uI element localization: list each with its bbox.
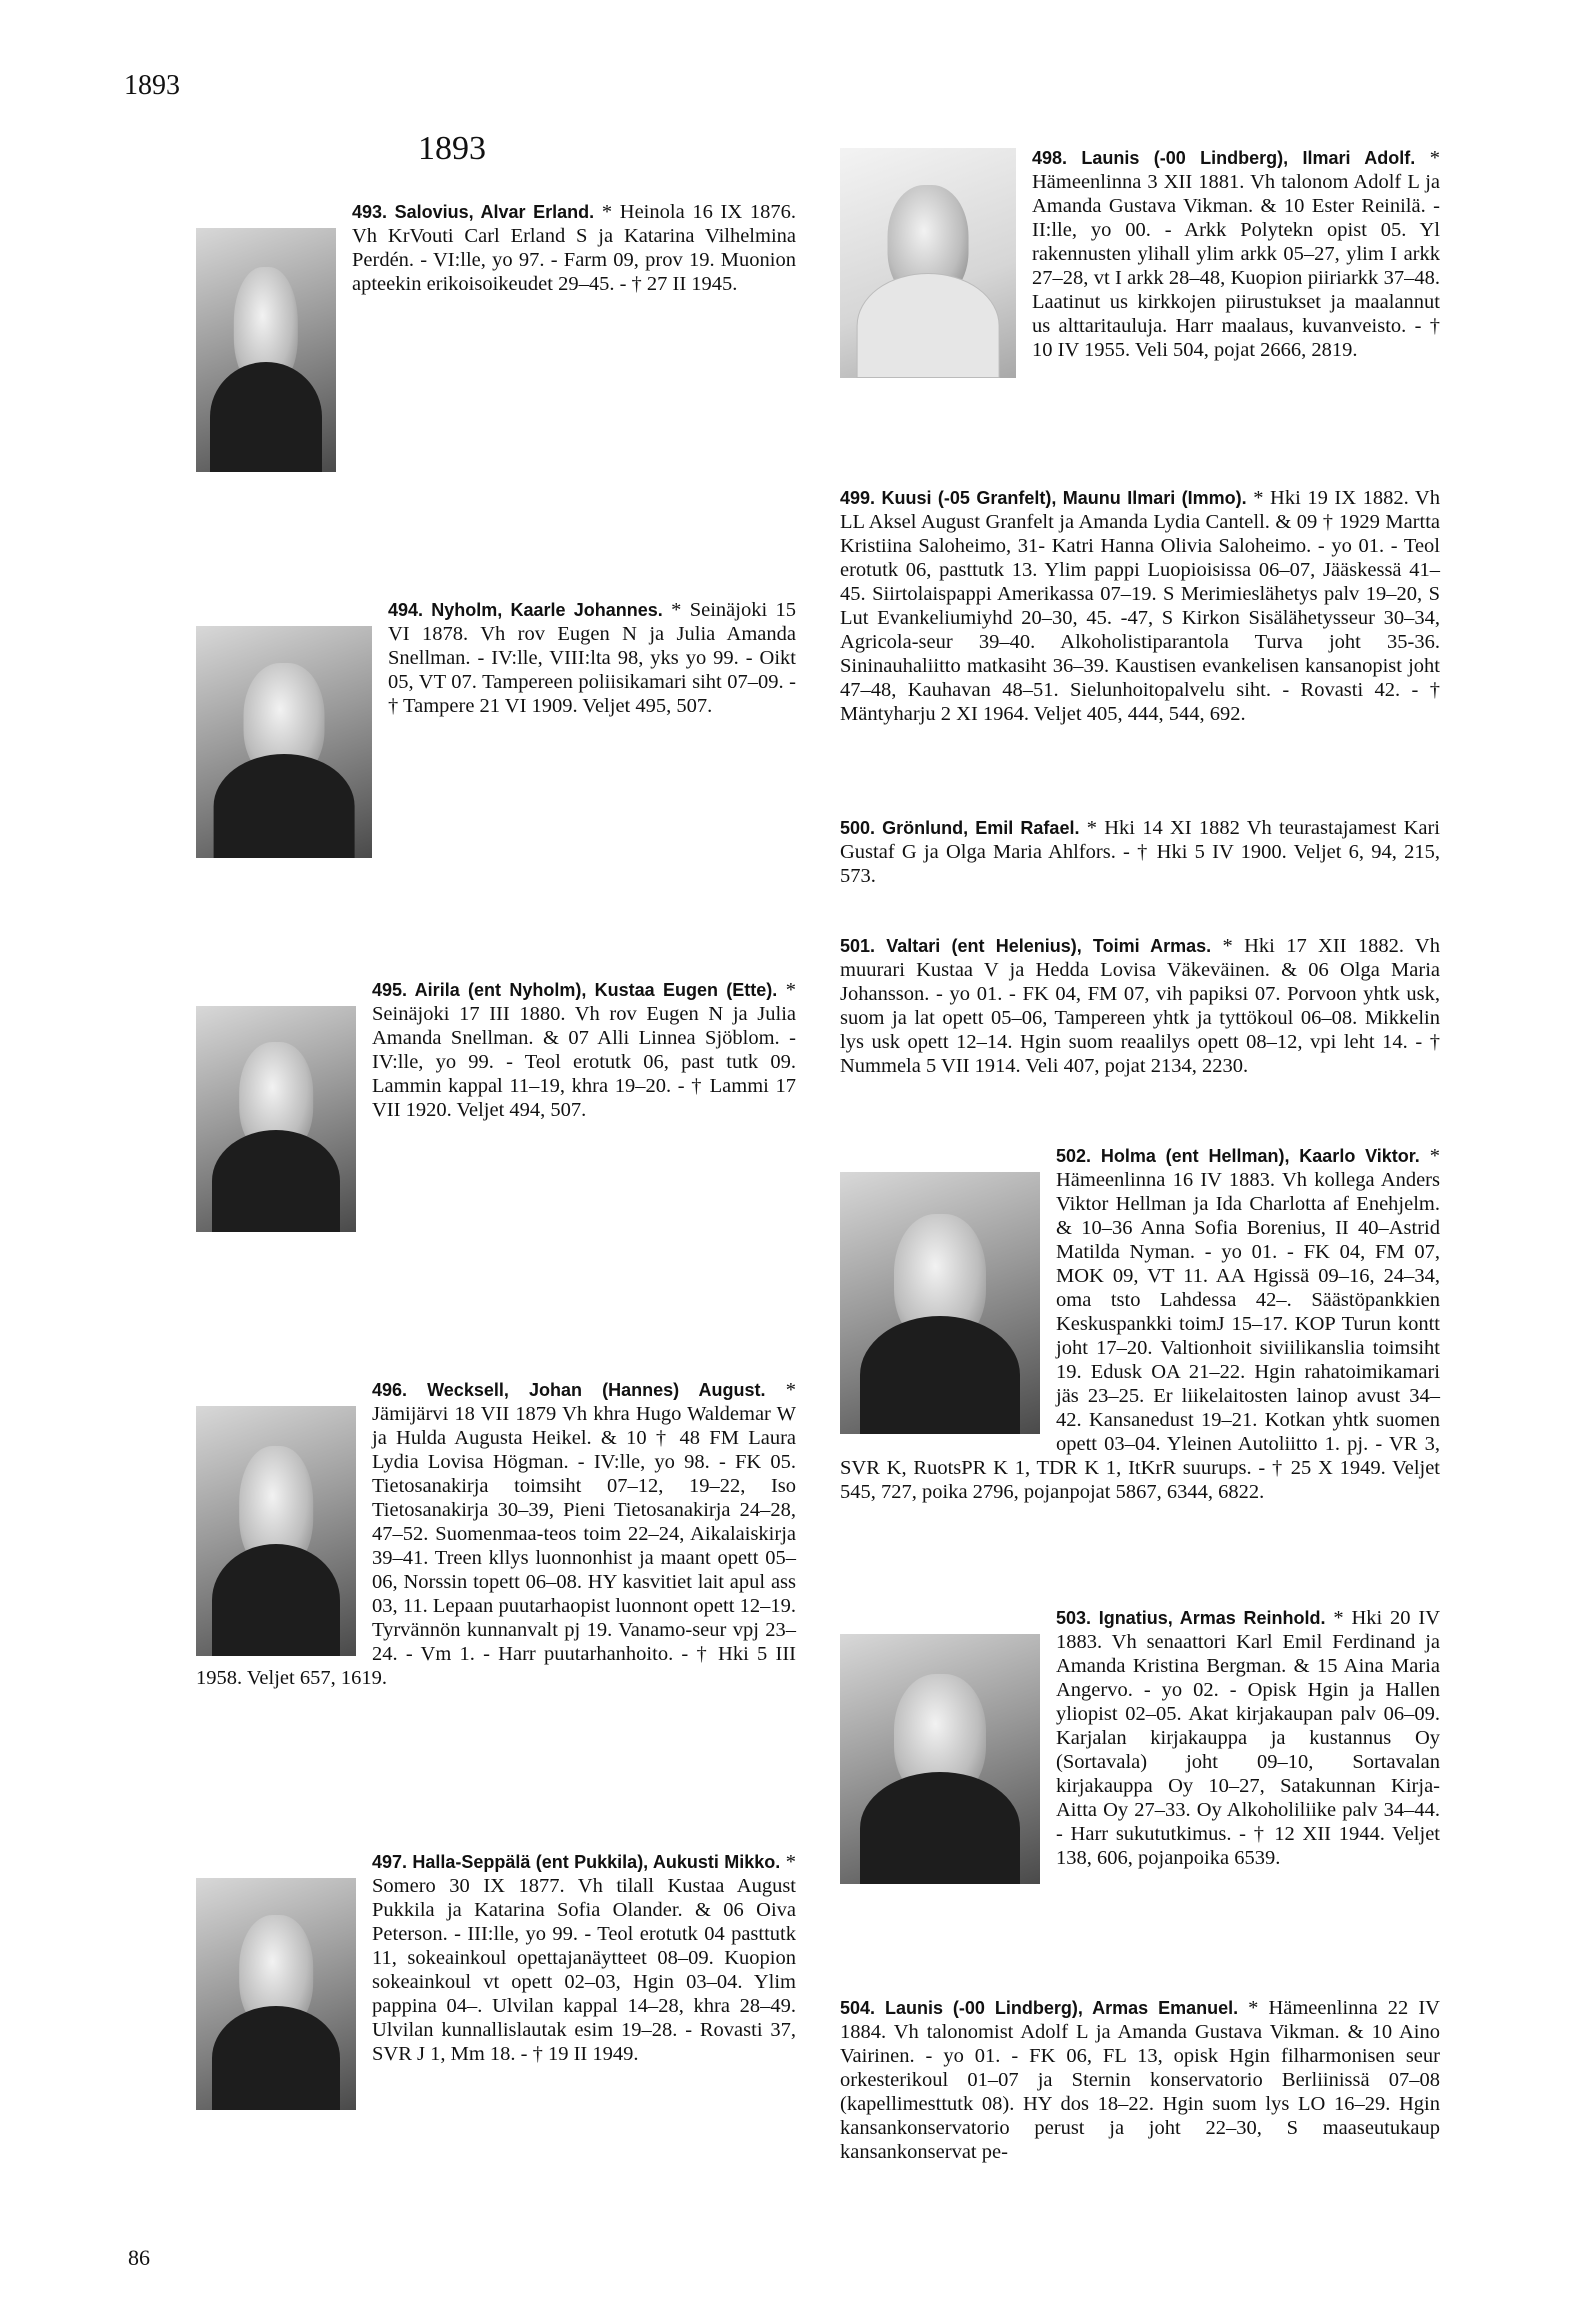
entry-text: * Hämeenlinna 16 IV 1883. Vh kollega Anders Viktor Hellman ja Ida Charlotta af Enehjelm. & 10–36 Anna Sofia Borenius, II 40–Astrid Matilda Nyman. - yo 01. - FK 04, FM 07, MOK 09, VT 11. AA Hgissä 09–16, 24–34, oma tsto Lahdessa 42–. Säästöpankkien Keskuspankki toimJ 15–17. KOP Turun kontt joht 17–20. Valtionhoit siviilikanslia toimsiht 19. Edusk OA 21–22. Hgin rahatoimikamari jäs 23–25. Er liikelaitosten lainop avust 34–42. Kansanedust 19–21. Kotkan yhtk suomen opett 03–04. Yleinen Autoliitto 1. pj. - VR 3, SVR K, RuotsPR K 1, TDR K 1, ItKrR suurups. - † 25 X 1949. Veljet 545, 727, poika 2796, pojanpojat 5867, 6344, 6822. [840,1145,1441,1503]
entry-text: * Hki 14 XI 1882 Vh teurastajamest Kari Gustaf G ja Olga Maria Ahlfors. - † Hki 5 IV 1900. Veljet 6, 94, 215, 573. [840,817,1440,887]
entry-text: * Hki 20 IV 1883. Vh senaattori Karl Emil Ferdinand ja Amanda Kristina Bergman. & 15 Aina Maria Angervo. - yo 02. - Opisk Hgin ja Hallen yliopist 02–05. Akat kirjakaupan palv 06–09. Karjalan kirjakauppa ja kustannus Oy (Sortavala) joht 09–10, Sortavalan kirjakauppa Oy 10–27, Satakunnan Kirja-Aitta Oy 27–33. Oy Alkoholiliike palv 34–44. - Harr sukututkimus. - † 12 XII 1944. Veljet 138, 606, pojanpoika 6539. [1056,1607,1440,1869]
entry-501 [840,934,1440,1078]
entry-heading: 500. Grönlund, Emil Rafael. [840,818,1080,838]
portrait-photo [196,228,336,472]
entry-495 [196,978,796,1238]
entry-497 [196,1850,796,2116]
portrait-photo [196,626,372,858]
portrait-photo [196,1006,356,1232]
entry-text: * Jämijärvi 18 VII 1879 Vh khra Hugo Waldemar W ja Hulda Augusta Heikel. & 10 † 48 FM Laura Lydia Lovisa Högman. - IV:lle, yo 98. - FK 05. Tietosanakirja toimsiht 07–12, 19–22, Iso Tietosanakirja 30–39, Pieni Tietosanakirja 24–28, 47–52. Suomenmaa-teos toim 22–24, Aikalaiskirja 39–41. Treen kllys luonnonhist ja maant opett 05–06, Norssin topett 06–08. HY kasvitiet lait apul ass 03, 11. Lepaan puutarhaopist luonnont opett 12–19. Tyrvännön kunnanvalt pj 19. Vanamo-seur vpj 23–24. - Vm 1. - Harr puutarhanhoito. - † Hki 5 III 1958. Veljet 657, 1619. [196,1379,796,1689]
entry-496 [196,1378,796,1690]
entry-text: * Somero 30 IX 1877. Vh tilall Kustaa August Pukkila ja Katarina Sofia Olander. & 06 Oiva Peterson. - III:lle, yo 99. - Teol erotutk 04 pasttutk 11, sokeainkoul opettajanäytteet 08–09. Kuopion sokeainkoul vt opett 02–03, Hgin 03–04. Ylim pappina 04–. Ulvilan kappal 14–28, khra 28–49. Ulvilan kunnallislautak esim 19–28. - Rovasti 37, SVR J 1, Mm 18. - † 19 II 1949. [372,1851,796,2065]
portrait-photo [840,148,1016,378]
page-number: 86 [128,2245,150,2270]
portrait-photo [196,1878,356,2110]
portrait-photo [196,1406,356,1656]
portrait-photo [840,1172,1040,1434]
entry-text: * Hämeenlinna 3 XII 1881. Vh talonom Adolf L ja Amanda Gustava Vikman. & 10 Ester Reinilä. - II:lle, yo 00. - Arkk Polytekn opist 05. Yl rakennusten ylihall ylim arkk 05–27, ylim I arkk 27–28, vt I arkk 28–48, Kuopion piiriarkk 37–48. Laatinut us kirkkojen piirustukset ja maalannut us alttaritauluja. Harr maalaus, kuvanveisto. - † 10 IV 1955. Veli 504, pojat 2666, 2819. [1032,147,1440,361]
entry-heading: 497. Halla-Seppälä (ent Pukkila), Aukusti Mikko. [372,1852,781,1872]
entry-text: * Heinola 16 IX 1876. Vh KrVouti Carl Erland S ja Katarina Vilhelmina Perdén. - VI:lle, yo 97. - Farm 09, prov 19. Muonion apteekin erikoisoikeudet 29–45. - † 27 II 1945. [352,201,796,295]
entry-504 [840,1996,1440,2164]
entry-heading: 502. Holma (ent Hellman), Kaarlo Viktor. [1056,1146,1420,1166]
entry-493 [196,200,796,478]
entry-text: * Seinäjoki 15 VI 1878. Vh rov Eugen N ja Julia Amanda Snellman. - IV:lle, VIII:lta 98, yks yo 99. - Oikt 05, VT 07. Tampereen poliisikamari siht 07–09. - † Tampere 21 VI 1909. Veljet 495, 507. [388,599,797,717]
entry-503 [840,1606,1440,1890]
entry-heading: 499. Kuusi (-05 Granfelt), Maunu Ilmari (Immo). [840,488,1247,508]
portrait-photo [840,1634,1040,1884]
entry-heading: 498. Launis (-00 Lindberg), Ilmari Adolf. [1032,148,1416,168]
entry-499 [840,486,1440,726]
page-header: 1893 [124,70,180,101]
entry-500 [840,816,1440,888]
entry-heading: 493. Salovius, Alvar Erland. [352,202,595,222]
section-year: 1893 [418,130,486,167]
entry-heading: 504. Launis (-00 Lindberg), Armas Emanuel. [840,1998,1239,2018]
entry-text: * Seinäjoki 17 III 1880. Vh rov Eugen N ja Julia Amanda Snellman. & 07 Alli Linnea Sjöblom. - IV:lle, yo 99. - Teol erotutk 06, past tutk 09. Lammin kappal 11–19, khra 19–20. - † Lammi 17 VII 1920. Veljet 494, 507. [372,979,797,1121]
entry-text: * Hämeenlinna 22 IV 1884. Vh talonomist Adolf L ja Amanda Gustava Vikman. & 10 Aino Vairinen. - yo 01. - FK 06, FL 13, opisk Hgin filharmonisen seur orkesterikoul 01–07 ja Sternin konservatorio Berliinissä 07–08 (kapellimesttutk 08). HY dos 18–22. Hgin suom lys LO 16–29. Hgin kansankonservatorio perust ja joht 22–30, S maaseutukaup kansankonservat pe- [840,1997,1440,2163]
entry-text: * Hki 17 XII 1882. Vh muurari Kustaa V ja Hedda Lovisa Väkeväinen. & 06 Olga Maria Johansson. - yo 01. - FK 04, FM 07, vih papiksi 07. Porvoon yhtk usk, suom ja lat opett 05–06, Tampereen yhtk ja tyttökoul 06–08. Mikkelin lys usk opett 12–14. Hgin suom reaalilys opett 08–12, vpi leht 14. - † Nummela 5 VII 1914. Veli 407, pojat 2134, 2230. [840,935,1440,1077]
entry-494 [196,598,796,864]
entry-heading: 501. Valtari (ent Helenius), Toimi Armas. [840,936,1212,956]
entry-heading: 495. Airila (ent Nyholm), Kustaa Eugen (Ette). [372,980,778,1000]
entry-heading: 503. Ignatius, Armas Reinhold. [1056,1608,1326,1628]
entry-498 [840,146,1440,384]
entry-heading: 496. Wecksell, Johan (Hannes) August. [372,1380,766,1400]
entry-heading: 494. Nyholm, Kaarle Johannes. [388,600,663,620]
entry-502 [840,1144,1440,1504]
entry-text: * Hki 19 IX 1882. Vh LL Aksel August Granfelt ja Amanda Lydia Cantell. & 09 † 1929 Martta Kristiina Saloheimo, 31- Katri Hanna Olivia Saloheimo. - yo 01. - Teol erotutk 06, pasttutk 13. Ylim pappi Luopioisissa 06–07, Jääskessä 41–45. Siirtolaispappi Amerikassa 07–19. S Merimieslähetys palv 19–20, S Lut Evankeliumiyhd 20–30, 45. -47, S Kirkon Sisälähetysseur 30–34, Agricola-seur 39–40. Alkoholistiparantola Turva joht 35-36. Sininauhaliitto matkasiht 36–39. Kaustisen evankelisen kansanopist joht 47–48, Kauhavan 48–51. Sielunhoitopalvelu siht. - Rovasti 42. - † Mäntyharju 2 XI 1964. Veljet 405, 444, 544, 692. [840,487,1440,725]
